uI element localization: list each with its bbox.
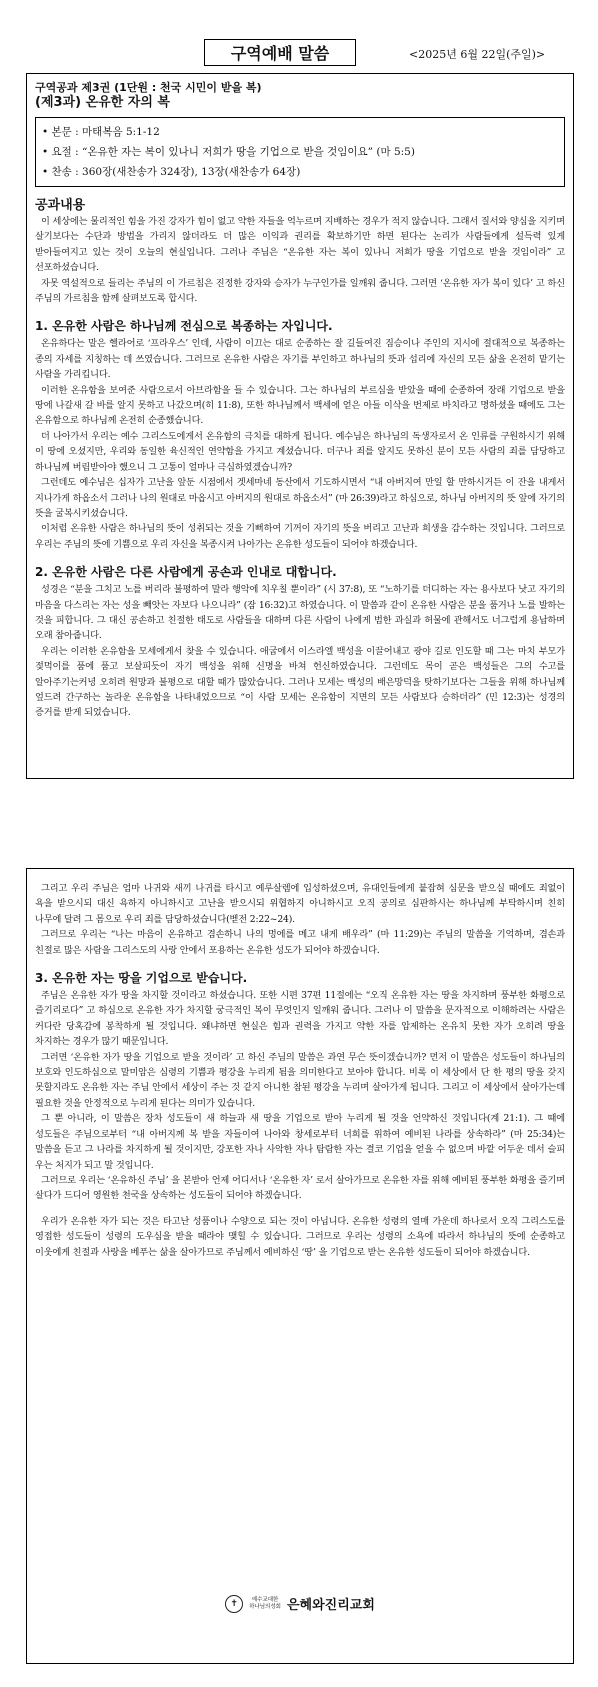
lesson-line: 구역공과 제3권 (1단원 : 천국 시민이 받을 복) — [35, 81, 262, 94]
section-1-paragraph: 이처럼 온유한 사람은 하나님의 뜻이 성취되는 것을 기뻐하여 기꺼이 자기의 뜻을 버리고 고난과 희생을 감수하는 것입니다. 그러므로 우리는 주님의 뜻에 기쁨으로 우리 자신을 복종시켜 나아가는 온유한 성도들이 되어야 하겠습니다. — [35, 523, 565, 550]
scripture-text: • 본문 : 마태복음 5:1-12 — [42, 126, 160, 138]
page-title: 구역예배 말씀 — [204, 39, 356, 66]
content-heading: 공과내용 — [35, 198, 86, 213]
section-3-paragraph: 그러면 ‘온유한 자가 땅을 기업으로 받을 것이라’ 고 하신 주님의 말씀은 과연 무슨 뜻이겠습니까? 먼저 이 말씀은 성도들이 하나님의 보호와 인도하심으로 말미암은 심령의 기쁨과 평강을 누리게 됨을 의미한다고 보아야 합니다. 비록 이 세상에서 단 한 평의 땅을 갖지 못할지라도 온유한 자는 주님 안에서 세상이 주는 것 같지 아니한 참된 평강을 누리며 살아가게 됩니다. 그리고 이 세상에서 살아가는데 필요한 것을 안정적으로 누리게 된다는 의미가 있습니다. — [35, 1051, 565, 1109]
church-logo-icon: ✝ — [225, 1595, 243, 1613]
church-footer — [27, 1594, 573, 1613]
section-1-paragraph: 이러한 온유함을 보여준 사람으로서 아브라함을 들 수 있습니다. 그는 하나님의 부르심을 받았을 때에 순종하여 장래 기업으로 받을 땅에 나갈새 갈 바를 알지 못하고 나갔으며(히 11:8), 또한 하나님께서 백세에 얻은 아들 이삭을 번제로 바치라고 명하셨을 때에도 그는 온유함으로 하나님께 온전히 순종했습니다. — [35, 384, 565, 427]
key-verse: • 요절 : “온유한 자는 복이 있나니 저희가 땅을 기업으로 받을 것임이요” (마 5:5) — [42, 146, 415, 158]
section-2-paragraph: 그리고 우리 주님은 엄마 나귀와 새끼 나귀를 타시고 예루살렘에 입성하셨으며, 유대인들에게 붙잡혀 심문을 받으실 때에도 죄없이 욕을 받으시되 대신 욕하지 아니하시고 고난을 받으시되 위협하지 아니하시고 오직 공의로 심판하시는 하나님께 부탁하시며 친히 나무에 달려 그 몸으로 우리 죄를 담당하셨습니다(벧전 2:22~24). — [35, 883, 565, 925]
lesson-subtitle: (제3과) 온유한 자의 복 — [35, 95, 170, 110]
sermon-panel-1 — [26, 73, 574, 779]
section-2-paragraph: 성경은 “분을 그치고 노를 버리라 불평하여 말라 행악에 치우칠 뿐이라” (시 37:8), 또 “노하기를 더디하는 자는 용사보다 낫고 자기의 마음을 다스리는 자는 성을 빼앗는 자보다 나으니라” (잠 16:32)고 하였습니다. 이 말씀과 같이 온유한 사람은 분을 품거나 노를 발하는 것을 피합니다. 그 대신 공손하고 친절한 태도로 사람들을 대하며 다른 사람이 나에게 범한 과실과 허물에 관해서도 너그럽게 용납하며 오래 참아줍니다. — [35, 584, 565, 642]
section-3-paragraph: 그러므로 우리는 ‘온유하신 주님’ 을 본받아 언제 어디서나 ‘온유한 자’ 로서 살아가므로 온유한 자를 위해 예비된 풍부한 화평을 즐기며 살다가 드디어 영원한 천국을 상속하는 성도들이 되어야 하겠습니다. — [35, 1174, 565, 1202]
closing-paragraph: 우리가 온유한 자가 되는 것은 타고난 성품이나 수양으로 되는 것이 아닙니다. 온유한 성령의 열매 가운데 하나로서 오직 그리스도를 영접한 성도들이 성령의 도우심을 받을 때라야 맺힐 수 있습니다. 그러므로 우리는 성령의 소욕에 따라서 하나님의 뜻에 순종하고 이웃에게 친절과 사랑을 베푸는 삶을 살아가므로 주님께서 예비하신 ‘땅’ 을 기업으로 받는 온유한 성도들이 되어야 하겠습니다. — [35, 1215, 565, 1258]
section-2-heading: 2. 온유한 사람은 다른 사람에게 공손과 인내로 대합니다. — [35, 565, 337, 580]
hymn-numbers: • 찬송 : 360장(새찬송가 324장), 13장(새찬송가 64장) — [42, 166, 301, 178]
section-1-paragraph: 그런데도 예수님은 십자가 고난을 앞둔 시점에서 겟세마네 동산에서 기도하시면서 “내 아버지여 만일 할 만하시거든 이 잔을 내게서 지나가게 하옵소서 그러나 나의 원대로 마옵시고 아버지의 원대로 하옵소서” (마 26:39)라고 하심으로, 하나님 아버지의 뜻 앞에 자기의 뜻을 굴복시키셨습니다. — [35, 477, 565, 519]
section-2-paragraph: 우리는 이러한 온유함을 모세에게서 찾을 수 있습니다. 애굽에서 이스라엘 백성을 이끌어내고 광야 길로 인도할 때 그는 마치 부모가 젖먹이를 품에 품고 보살피듯이 자기 백성을 위해 신명을 바쳐 헌신하였습니다. 그런데도 목이 곧은 백성들은 그의 수고를 알아주기는커녕 오히려 원망과 불평으로 대할 때가 많았습니다. 그러나 모세는 백성의 배은망덕을 탓하기보다는 그들을 위해 하나님께 엎드려 간구하는 놀라운 온유함을 나타내었으므로 “이 사람 모세는 온유함이 지면의 모든 사람보다 승하더라” (민 12:3)는 성경의 증거를 받게 되었습니다. — [35, 645, 565, 719]
section-2-paragraph: 그러므로 우리는 “나는 마음이 온유하고 겸손하니 나의 멍에를 메고 내게 배우라” (마 11:29)는 주님의 말씀을 기억하며, 겸손과 친절로 많은 사람을 그리스도의 사랑 안에서 포용하는 온유한 성도가 되어야 하겠습니다. — [35, 929, 565, 956]
section-3-paragraph: 그 뿐 아니라, 이 말씀은 장차 성도들이 새 하늘과 새 땅을 기업으로 받아 누리게 될 것을 언약하신 것입니다(계 21:1). 그 때에 성도들은 주님으로부터 “내 아버지께 복 받을 자들이여 나아와 창세로부터 너희를 위하여 예비된 나라를 상속하라” (마 25:34)는 말씀을 듣고 그 나라를 차지하게 될 것이지만, 강포한 자나 사악한 자나 탐람한 자는 결코 기업을 얻을 수 없으며 바깥 어두운 데서 슬피 우는 처지가 되고 말 것입니다. — [35, 1113, 565, 1171]
section-1-paragraph: 더 나아가서 우리는 예수 그리스도에게서 온유함의 극치를 대하게 됩니다. 예수님은 하나님의 독생자로서 온 인류를 구원하시기 위해 이 땅에 오셨지만, 우리와 동일한 육신적인 연약함을 가지고 계셨습니다. 더구나 죄를 알지도 못하신 분이 모든 사람의 죄를 담당하고 하나님께 버림받아야 했으니 그 고통이 얼마나 극심하였겠습니까? — [35, 430, 565, 473]
section-1-heading: 1. 온유한 사람은 하나님께 전심으로 복종하는 자입니다. — [35, 319, 333, 334]
scripture-info-box — [35, 117, 565, 187]
section-1-paragraph: 온유하다는 말은 헬라어로 ‘프라우스’ 인데, 사람이 이끄는 대로 순종하는 잘 길들여진 짐승이나 주인의 지시에 절대적으로 복종하는 종의 자세를 지칭하는 데 쓰였습니다. 그러므로 온유한 사람은 자기를 부인하고 하나님의 뜻과 섭리에 자신의 모든 삶을 온전히 맡기는 사람을 가리킵니다. — [35, 338, 565, 381]
denomination-label: 예수교대한 하나님의성회 — [249, 1596, 281, 1610]
service-date: <2025년 6월 22일(주일)> — [409, 48, 546, 61]
section-3-heading: 3. 온유한 자는 땅을 기업으로 받습니다. — [35, 971, 248, 986]
sermon-panel-2 — [26, 868, 574, 1664]
intro-paragraph: 자못 역설적으로 들리는 주님의 이 가르침은 진정한 강자와 승자가 누구인가를 일깨워 줍니다. 그러면 ‘온유한 자가 복이 있다’ 고 하신 주님의 가르침을 함께 살펴보도록 합시다. — [35, 277, 565, 305]
intro-paragraph: 이 세상에는 물리적인 힘을 가진 강자가 힘이 없고 약한 자들을 억누르며 지배하는 경우가 적지 않습니다. 그래서 질서와 양심을 지키며 살기보다는 수단과 방법을 가리지 않더라도 더 많은 이익과 권리를 확보하기만 하면 된다는 논리가 사람들에게 설득력 있게 받아들여지고 있는 것이 오늘의 현실입니다. 그러나 주님은 “온유한 자는 복이 있나니 저희가 땅을 기업으로 받을 것임이라” 고 선포하셨습니다. — [35, 216, 565, 274]
section-3-paragraph: 주님은 온유한 자가 땅을 차지할 것이라고 하셨습니다. 또한 시편 37편 11절에는 “오직 온유한 자는 땅을 차지하며 풍부한 화평으로 즐기리로다” 고 하심으로 온유한 자가 차지할 궁극적인 복이 무엇인지 일깨워 줍니다. 그러나 이 말씀을 문자적으로 이해하려는 사람은 커다란 당혹감에 봉착하게 될 것입니다. 왜냐하면 현실은 힘과 권력을 가지고 약한 자를 압제하는 온유치 못한 자가 오히려 땅을 차지하는 경우가 많기 때문입니다. — [35, 990, 565, 1048]
church-name: 은혜와진리교회 — [286, 1598, 375, 1613]
